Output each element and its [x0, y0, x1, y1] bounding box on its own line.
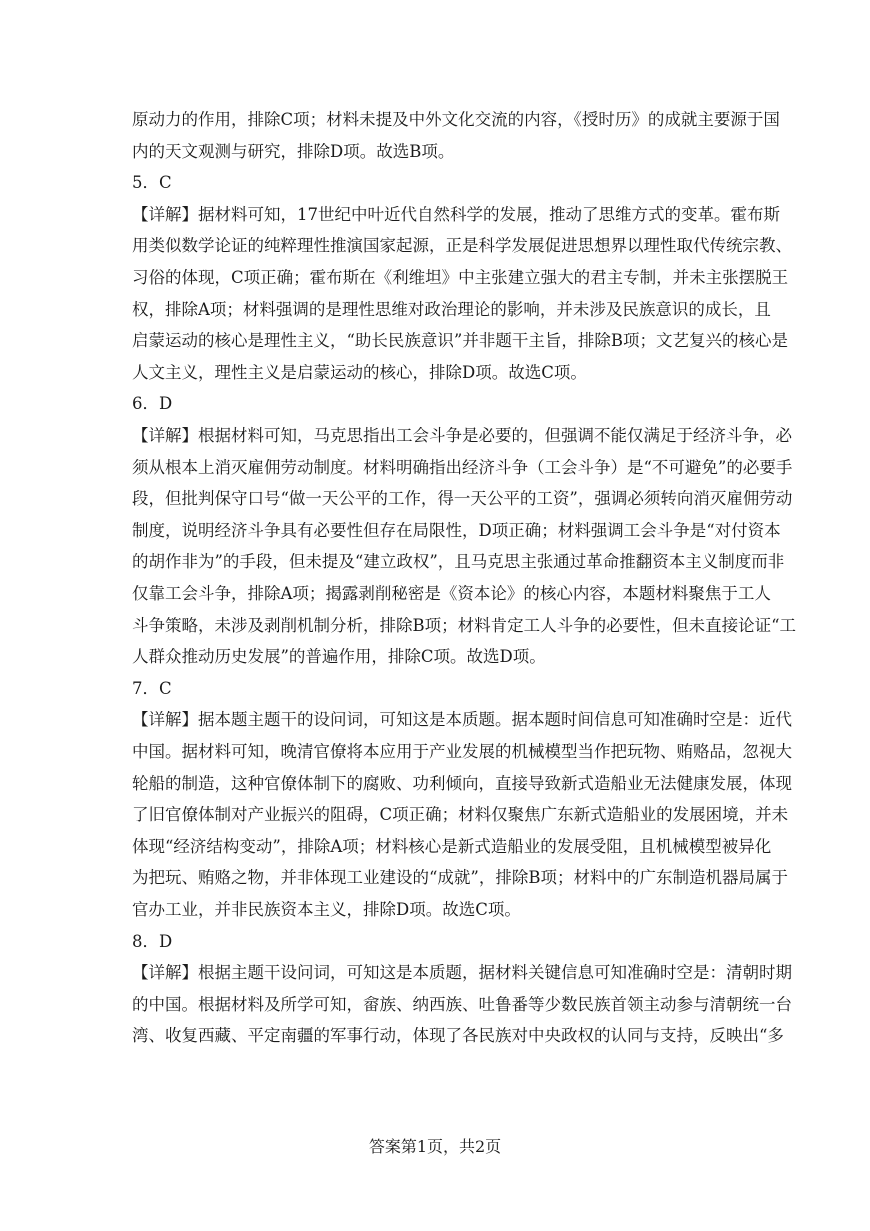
question-number: 6．D [132, 394, 173, 414]
paragraph-line: 为把玩、贿赂之物，并非体现工业建设的“成就”，排除B项；材料中的广东制造机器局属于 [132, 868, 788, 888]
paragraph-line: 斗争策略，未涉及剥削机制分析，排除B项；材料肯定工人斗争的必要性，但未直接论证“工 [132, 615, 797, 635]
paragraph-line: 了旧官僚体制对产业振兴的阻碍，C项正确；材料仅聚焦广东新式造船业的发展困境，并未 [132, 805, 789, 825]
page-footer: 答案第1页，共2页 [368, 1137, 502, 1156]
paragraph-line: 的胡作非为”的手段，但未提及“建立政权”，且马克思主张通过革命推翻资本主义制度而非 [132, 552, 785, 572]
paragraph-line: 用类似数学论证的纯粹理性推演国家起源，正是科学发展促进思想界以理性取代传统宗教、 [132, 236, 792, 256]
paragraph-line: 人文主义，理性主义是启蒙运动的核心，排除D项。故选C项。 [132, 362, 587, 382]
paragraph-line: 权，排除A项；材料强调的是理性思维对政治理论的影响，并未涉及民族意识的成长，且 [132, 299, 771, 319]
paragraph-line: 的中国。根据材料及所学可知，畲族、纳西族、吐鲁番等少数民族首领主动参与清朝统一台 [132, 994, 792, 1014]
explanation-start-line: 【详解】根据主题干设问词，可知这是本质题，据材料关键信息可知准确时空是：清朝时期 [132, 963, 792, 983]
paragraph-line: 官办工业，并非民族资本主义，排除D项。故选C项。 [132, 900, 521, 919]
paragraph-line: 湾、收复西藏、平定南疆的军事行动，体现了各民族对中央政权的认同与支持，反映出“多 [132, 1026, 784, 1046]
paragraph-line: 原动力的作用，排除C项；材料未提及中外文化交流的内容，《授时历》的成就主要源于国 [132, 110, 780, 129]
paragraph-line: 轮船的制造，这种官僚体制下的腐败、功利倾向，直接导致新式造船业无法健康发展，体现 [132, 773, 792, 793]
question-number: 8．D [132, 931, 173, 951]
question-number: 7．C [132, 678, 172, 698]
explanation-start-line: 【详解】根据材料可知，马克思指出工会斗争是必要的，但强调不能仅满足于经济斗争，必 [132, 426, 792, 445]
paragraph-line: 习俗的体现，C项正确；霍布斯在《利维坦》中主张建立强大的君主专制，并未主张摆脱王 [132, 268, 789, 287]
paragraph-line: 内的天文观测与研究，排除D项。故选B项。 [132, 141, 455, 161]
paragraph-line: 启蒙运动的核心是理性主义，“助长民族意识”并非题干主旨，排除B项；文艺复兴的核心是 [132, 331, 788, 351]
paragraph-line: 制度，说明经济斗争具有必要性但存在局限性，D项正确；材料强调工会斗争是“对付资本 [132, 520, 781, 540]
explanation-start-line: 【详解】据本题主题干的设问词，可知这是本质题。据本题时间信息可知准确时空是：近代 [132, 710, 792, 730]
question-number: 5．C [132, 173, 172, 193]
paragraph-line: 须从根本上消灭雇佣劳动制度。材料明确指出经济斗争（工会斗争）是“不可避免”的必要手 [132, 457, 793, 477]
paragraph-line: 段，但批判保守口号“做一天公平的工作，得一天公平的工资”，强调必须转向消灭雇佣劳动 [132, 489, 793, 509]
paragraph-line: 体现“经济结构变动”，排除A项；材料核心是新式造船业的发展受阻，且机械模型被异化 [132, 836, 772, 856]
paragraph-line: 中国。据材料可知，晚清官僚将本应用于产业发展的机械模型当作把玩物、贿赂品，忽视大 [132, 742, 792, 761]
paragraph-line: 仅靠工会斗争，排除A项；揭露剥削秘密是《资本论》的核心内容，本题材料聚焦于工人 [132, 584, 771, 603]
explanation-start-line: 【详解】据材料可知，17世纪中叶近代自然科学的发展，推动了思维方式的变革。霍布斯 [132, 204, 780, 224]
paragraph-line: 人群众推动历史发展”的普遍作用，排除C项。故选D项。 [132, 647, 546, 667]
